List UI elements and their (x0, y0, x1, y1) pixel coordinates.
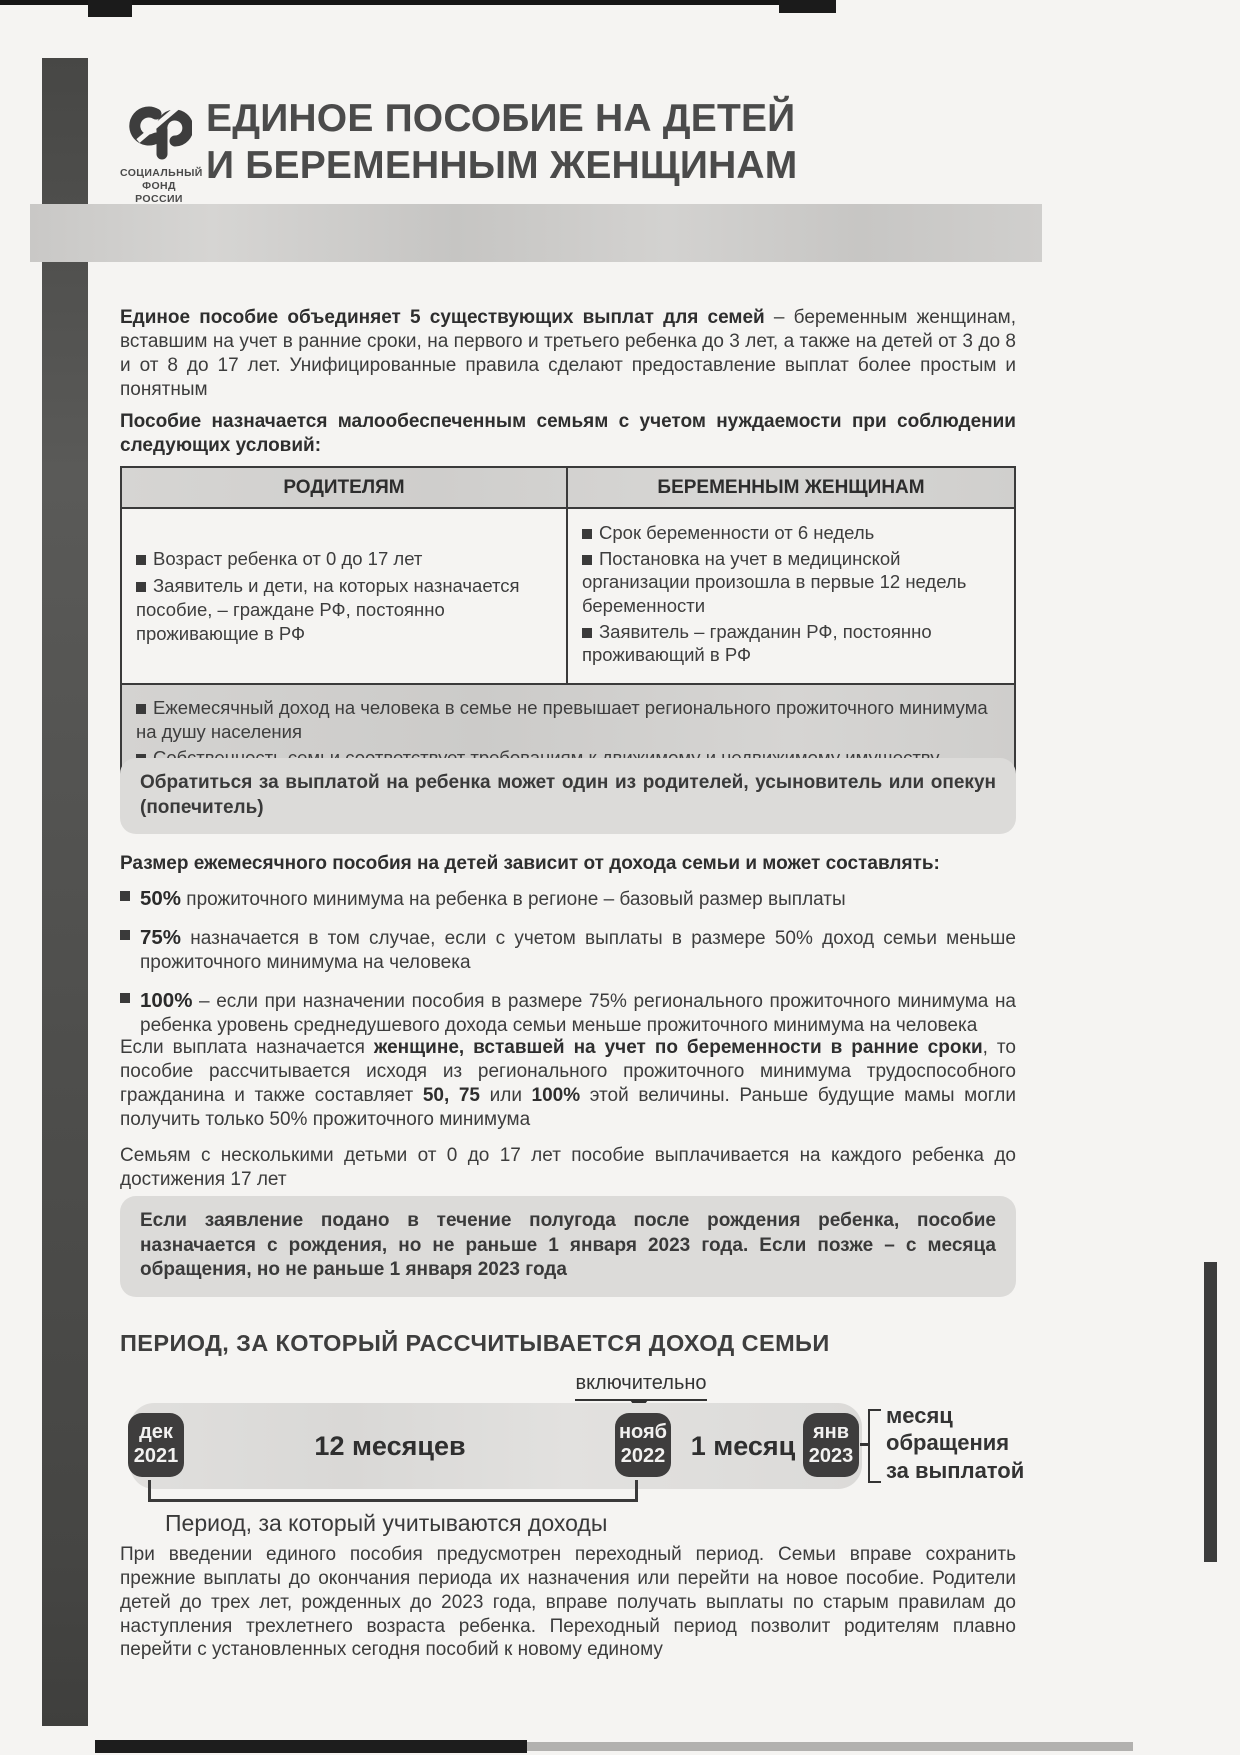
application-month-note: месяц обращения за выплатой (886, 1403, 1025, 1483)
table-row: Ежемесячный доход на человека в семье не превышает регионального прожиточного минимума на душу населения (136, 697, 988, 743)
bullet-square-icon (120, 930, 130, 940)
logo-org-name: СОЦИАЛЬНЫЙ ФОНД РОССИИ (120, 167, 203, 206)
bullet-square-icon (136, 555, 146, 565)
intro-lead-bold: Единое пособие объединяет 5 существующих выплат для семей (120, 307, 765, 328)
list-item: 75% назначается в том случае, если с учетом выплаты в размере 50% доход семьи меньше прожиточного минимума на человека (120, 925, 1016, 975)
income-period-diagram (120, 1330, 1025, 1545)
bullet-square-icon (582, 555, 592, 565)
income-period-title: ПЕРИОД, ЗА КОТОРЫЙ РАССЧИТЫВАЕТСЯ ДОХОД СЕМЬИ (120, 1330, 830, 1356)
benefit-size-list (120, 886, 1016, 1051)
list-item: 50% прожиточного минимума на ребенка в регионе – базовый размер выплаты (120, 886, 1016, 912)
scan-artifact-header-band (30, 204, 1042, 262)
column-header-pregnant-women: БЕРЕМЕННЫМ ЖЕНЩИНАМ (657, 477, 925, 498)
bullet-square-icon (136, 582, 146, 592)
timeline-span-12-months: 12 месяцев (314, 1431, 466, 1461)
application-timing-callout: Если заявление подано в течение полугода после рождения ребенка, пособие назначается с рождения, но не раньше 1 января 2023 года. Если позже – с месяца обращения, но не раньше 1 января 2023 года (120, 1196, 1016, 1297)
bullet-square-icon (120, 891, 130, 901)
timeline-badge-dec-2021: дек 2021 (128, 1413, 184, 1477)
scan-artifact-right-bar (1204, 1262, 1217, 1562)
income-period-bottom-label: Период, за который учитываются доходы (165, 1510, 608, 1536)
multiple-children-paragraph: Семьям с несколькими детьми от 0 до 17 лет пособие выплачивается на каждого ребенка до достижения 17 лет (120, 1145, 1016, 1190)
inclusive-label: включительно (575, 1372, 707, 1401)
scan-artifact-left-bar (42, 58, 88, 1726)
table-row: Постановка на учет в медицинской организации произошла в первые 12 недель беременности (582, 547, 967, 617)
table-row: Возраст ребенка от 0 до 17 лет (136, 547, 552, 571)
bullet-square-icon (582, 628, 592, 638)
bullet-square-icon (582, 529, 592, 539)
timeline-badge-jan-2023: янв 2023 (803, 1413, 859, 1477)
intro-lead-rest: – беременным женщинам, вставшим на учет в ранние сроки, на первого и третьего ребенка до 3 лет, а также на детей от 3 до 8 и от 8 до 17 лет. Унифицированные правила сделают предоставление выплат более простым и понятным (120, 307, 1016, 400)
eligibility-table-header-row (122, 468, 1014, 509)
eligibility-table (120, 466, 1016, 785)
page-title: ЕДИНОЕ ПОСОБИЕ НА ДЕТЕЙ И БЕРЕМЕННЫМ ЖЕНЩИНАМ (206, 97, 798, 187)
sfr-logo-block (120, 94, 203, 206)
timeline-span-1-month: 1 месяц (690, 1431, 796, 1461)
list-item: 100% – если при назначении пособия в размере 75% регионального прожиточного минимума на ребенка уровень среднедушевого дохода семьи меньше прожиточного минимума на человека (120, 988, 1016, 1038)
table-row: Заявитель и дети, на которых назначается пособие, – граждане РФ, постоянно проживающие в РФ (136, 575, 520, 644)
pregnant-conditions-cell (568, 509, 1014, 683)
scan-artifact-top-mark-left (88, 0, 132, 17)
conditions-heading: Пособие назначается малообеспеченным семьям с учетом нуждаемости при соблюдении следующих условий: (120, 411, 1016, 457)
table-row: Заявитель – гражданин РФ, постоянно проживающий в РФ (582, 620, 932, 666)
bullet-square-icon (136, 704, 146, 714)
benefit-size-heading: Размер ежемесячного пособия на детей зависит от дохода семьи и может составлять: (120, 853, 940, 874)
bracket-icon (868, 1409, 881, 1483)
sfr-logo-icon (126, 94, 192, 160)
scan-artifact-bottom-smudge (527, 1742, 1133, 1751)
transition-paragraph: При введении единого пособия предусмотрен переходный период. Семьи вправе сохранить прежние выплаты до окончания периода их назначения или перейти на новое пособие. Родители детей до трех лет, рожденных до 2023 года, вправе получать выплаты по старым правилам до наступления трехлетнего возраста ребенка. Переходный период позволит родителям плавно перейти с установленных сегодня пособий к новому единому (120, 1544, 1016, 1661)
timeline-badge-nov-2022: нояб 2022 (615, 1413, 671, 1477)
applicant-callout: Обратиться за выплатой на ребенка может один из родителей, усыновитель или опекун (попечитель) (120, 758, 1016, 834)
scan-artifact-bottom-bar (95, 1740, 527, 1753)
table-row: Срок беременности от 6 недель (582, 521, 1000, 545)
eligibility-table-body-row (122, 509, 1014, 683)
column-header-parents: РОДИТЕЛЯМ (122, 468, 568, 507)
scan-artifact-top-mark-right (779, 0, 836, 13)
note-connector-dash (860, 1443, 868, 1446)
parents-conditions-cell (122, 509, 568, 683)
bullet-square-icon (120, 993, 130, 1003)
income-period-bracket (148, 1480, 638, 1502)
pregnancy-paragraph: Если выплата назначается женщине, вставшей на учет по беременности в ранние сроки, то пособие рассчитывается исходя из регионального прожиточного минимума трудоспособного гражданина и также составляет 50, 75 или 100% этой величины. Раньше будущие мамы могли получить только 50% прожиточного минимума (120, 1037, 1016, 1130)
intro-paragraph (120, 306, 1016, 401)
